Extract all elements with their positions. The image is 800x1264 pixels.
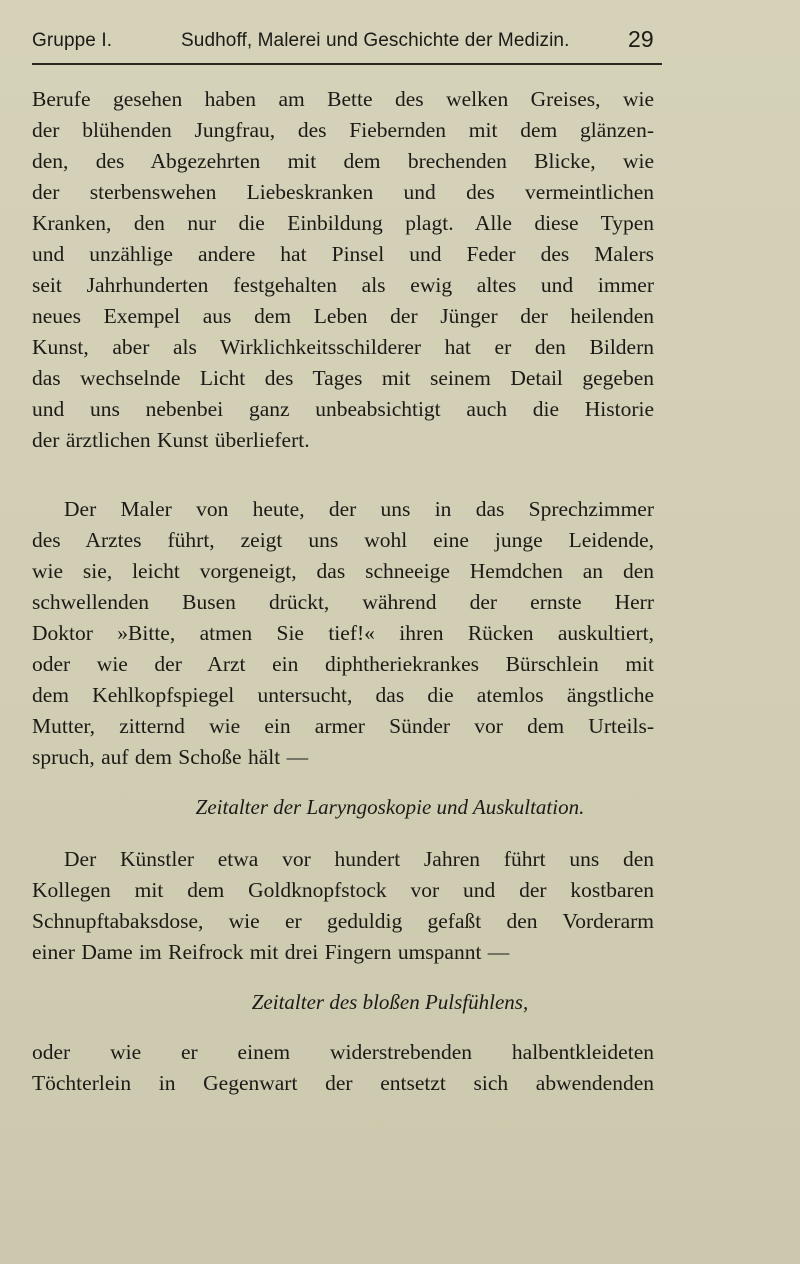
text-line: schwellenden Busen drückt, während der ernste Herr — [32, 590, 654, 614]
text-line: Doktor »Bitte, atmen Sie tief!« ihren Rücken auskultiert, — [32, 621, 654, 645]
text-line: Kunst, aber als Wirklichkeitsschilderer hat er den Bildern — [32, 335, 654, 359]
running-header — [32, 26, 662, 64]
text-line: Töchterlein in Gegenwart der entsetzt sich abwendenden — [32, 1071, 654, 1095]
text-line: und uns nebenbei ganz unbeabsichtigt auch die Historie — [32, 397, 654, 421]
header-group: Gruppe I. — [32, 30, 113, 51]
text-line: des Arztes führt, zeigt uns wohl eine junge Leidende, — [32, 528, 654, 552]
text-line: Kranken, den nur die Einbildung plagt. Alle diese Typen — [32, 211, 654, 235]
text-line: dem Kehlkopfspiegel untersucht, das die atemlos ängstliche — [32, 683, 654, 707]
text-line: Berufe gesehen haben am Bette des welken Greises, wie — [32, 87, 654, 111]
text-line: Schnupftabaksdose, wie er geduldig gefaßt den Vorderarm — [32, 909, 654, 933]
caption-text: Zeitalter der Laryngoskopie und Auskultation. — [195, 795, 585, 819]
page-number: 29 — [628, 26, 654, 52]
text-line: wie sie, leicht vorgeneigt, das schneeige Hemdchen an den — [32, 559, 654, 583]
text-line: Der Künstler etwa vor hundert Jahren führt uns den — [64, 847, 654, 871]
text-line: spruch, auf dem Schoße hält — — [32, 745, 309, 769]
text-line: neues Exempel aus dem Leben der Jünger der heilenden — [32, 304, 654, 328]
italic-caption-2 — [0, 987, 800, 1017]
text-line: der blühenden Jungfrau, des Fiebernden mit dem glänzen- — [32, 118, 654, 142]
text-line: Mutter, zitternd wie ein armer Sünder vor dem Urteils- — [32, 714, 654, 738]
text-line: der ärztlichen Kunst überliefert. — [32, 428, 310, 452]
text-line: oder wie er einem widerstrebenden halbentkleideten — [32, 1040, 654, 1064]
text-line: oder wie der Arzt ein diphtheriekrankes Bürschlein mit — [32, 652, 654, 676]
italic-caption-1 — [0, 792, 800, 822]
header-title: Sudhoff, Malerei und Geschichte der Medizin. — [181, 30, 570, 51]
header-rule — [32, 63, 662, 65]
text-line: Der Maler von heute, der uns in das Sprechzimmer — [64, 497, 654, 521]
text-line: und unzählige andere hat Pinsel und Feder des Malers — [32, 242, 654, 266]
text-line: einer Dame im Reifrock mit drei Fingern umspannt — — [32, 940, 510, 964]
text-line: den, des Abgezehrten mit dem brechenden Blicke, wie — [32, 149, 654, 173]
caption-text: Zeitalter des bloßen Pulsfühlens, — [251, 990, 529, 1014]
text-line: Kollegen mit dem Goldknopfstock vor und der kostbaren — [32, 878, 654, 902]
text-line: das wechselnde Licht des Tages mit seinem Detail gegeben — [32, 366, 654, 390]
text-line: seit Jahrhunderten festgehalten als ewig altes und immer — [32, 273, 654, 297]
text-line: der sterbenswehen Liebeskranken und des vermeintlichen — [32, 180, 654, 204]
